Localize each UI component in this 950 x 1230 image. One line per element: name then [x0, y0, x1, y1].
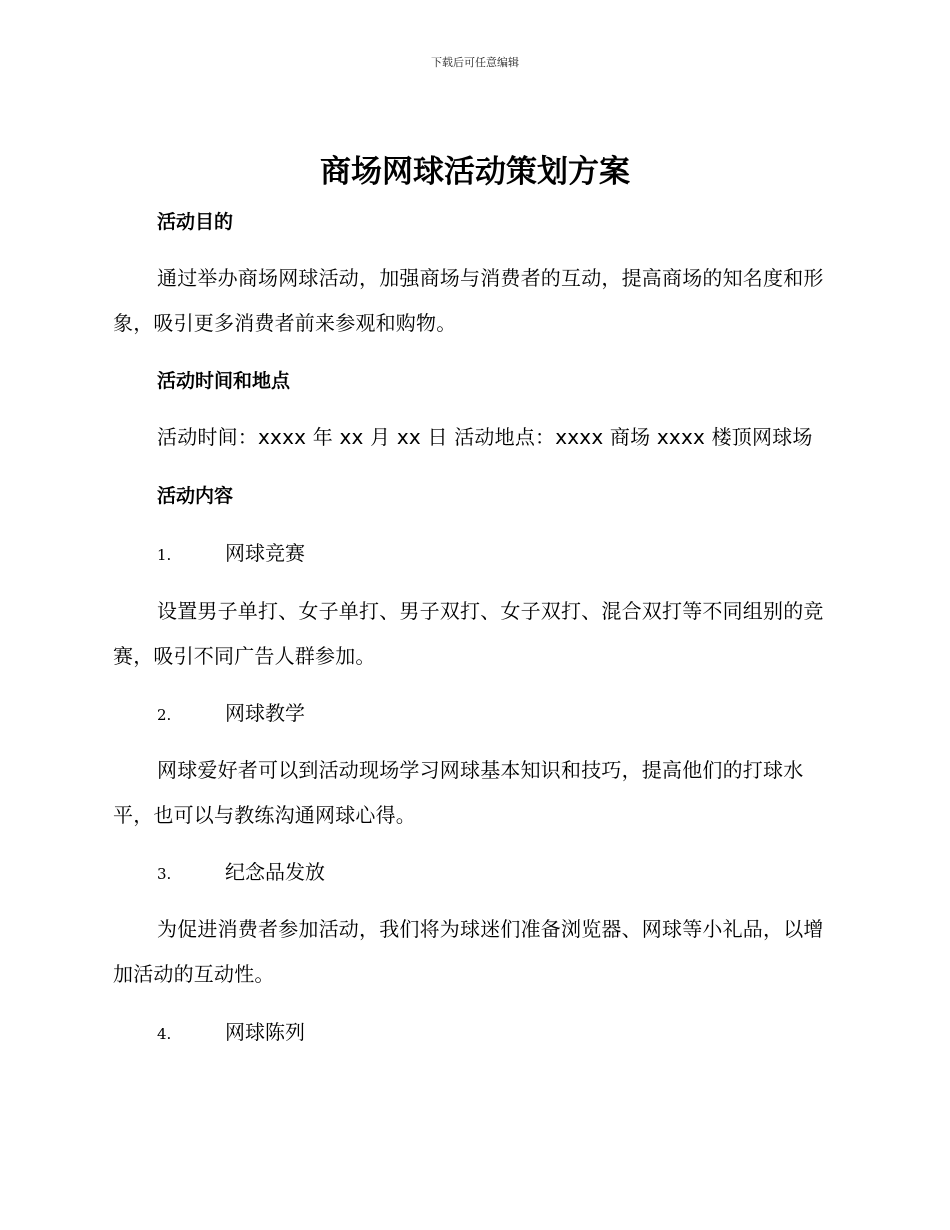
paragraph-item-1: 设置男子单打、女子单打、男子双打、女子双打、混合双打等不同组别的竞赛，吸引不同广告人群参加。 — [113, 599, 824, 668]
section-heading-purpose: 活动目的 — [157, 211, 234, 233]
list-number: 2. — [157, 706, 172, 724]
list-label: 纪念品发放 — [225, 860, 325, 884]
paragraph-item-3: 为促进消费者参加活动，我们将为球迷们准备浏览器、网球等小礼品，以增加活动的互动性。 — [113, 917, 824, 986]
page-header-note: 下载后可任意编辑 — [431, 56, 519, 69]
paragraph-purpose: 通过举办商场网球活动，加强商场与消费者的互动，提高商场的知名度和形象，吸引更多消费者前来参观和购物。 — [113, 266, 824, 335]
list-number: 1. — [157, 546, 172, 564]
list-label: 网球竞赛 — [225, 541, 305, 565]
list-label: 网球教学 — [225, 701, 305, 725]
list-number: 4. — [157, 1025, 172, 1043]
paragraph-item-2: 网球爱好者可以到活动现场学习网球基本知识和技巧，提高他们的打球水平，也可以与教练沟通网球心得。 — [113, 758, 804, 827]
section-heading-content: 活动内容 — [157, 485, 234, 507]
list-item-1 — [157, 539, 305, 569]
list-item-4 — [157, 1018, 305, 1048]
list-item-3 — [157, 858, 325, 888]
list-number: 3. — [157, 865, 172, 883]
list-label: 网球陈列 — [225, 1020, 305, 1044]
paragraph-time-place: 活动时间：xxxx 年 xx 月 xx 日 活动地点：xxxx 商场 xxxx 楼顶网球场 — [157, 425, 813, 449]
list-item-2 — [157, 699, 305, 729]
document-title: 商场网球活动策划方案 — [320, 154, 630, 190]
section-heading-time-place: 活动时间和地点 — [157, 370, 291, 392]
